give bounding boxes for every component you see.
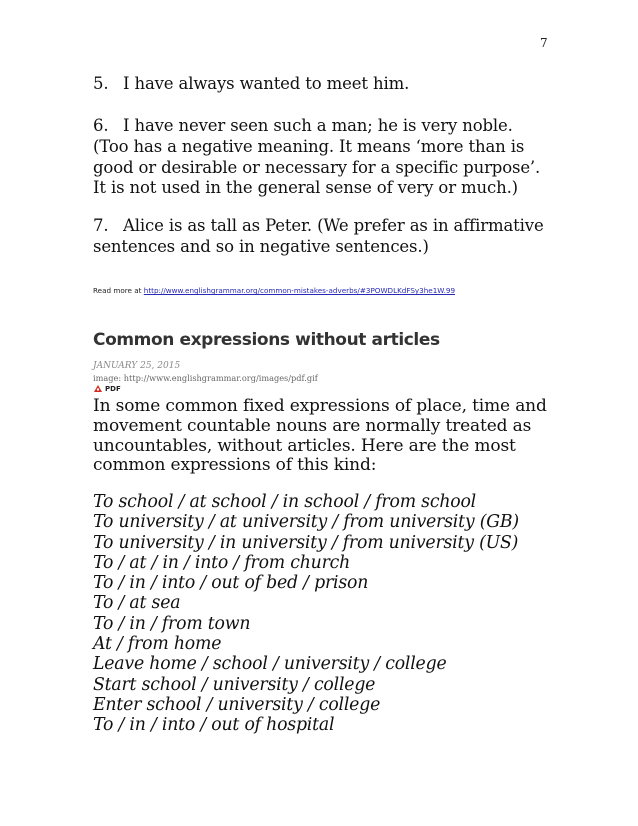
expression-item: To / in / from town (93, 613, 251, 634)
item-number: 6. (93, 116, 109, 135)
item-number: 5. (93, 74, 109, 93)
page-number: 7 (540, 36, 548, 50)
item-text: I have never seen such a man; he is very noble. (Too has a negative meaning. It means ‘more than is good or desirable or necessary for a specific purpose’. It is not used in the general sense of very or much.) (93, 116, 541, 198)
read-more-label: Read more at (93, 286, 144, 295)
expression-item: Start school / university / college (93, 674, 376, 695)
expression-item: Enter school / university / college (93, 694, 381, 715)
section-heading: Common expressions without articles (93, 330, 440, 350)
expression-item: To / in / into / out of bed / prison (93, 573, 369, 594)
item-number: 7. (93, 216, 109, 235)
expression-item: To / at / in / into / from church (93, 552, 351, 573)
expression-item: To / at sea (93, 593, 181, 614)
expression-item: Leave home / school / university / college (93, 654, 447, 675)
list-item-6 (93, 116, 553, 199)
expression-item: To school / at school / in school / from school (93, 492, 476, 512)
expression-item: To university / at university / from university (GB) (93, 512, 519, 533)
expression-item: To / in / into / out of hospital (93, 715, 335, 736)
pdf-label: PDF (105, 384, 121, 393)
expression-item: At / from home (93, 634, 222, 655)
intro-paragraph: In some common fixed expressions of place, time and movement countable nouns are normally treated as uncountables, without articles. Here are the most common expressions of this kind: (93, 396, 547, 476)
item-text: I have always wanted to meet him. (123, 74, 410, 93)
post-date: JANUARY 25, 2015 (93, 361, 181, 371)
pdf-icon (93, 384, 103, 393)
list-item-7 (93, 216, 553, 258)
read-more-link[interactable]: http://www.englishgrammar.org/common-mistakes-adverbs/#3POWDLKdFSy3he1W.99 (143, 286, 456, 295)
read-more-line (93, 286, 455, 295)
list-item-5 (93, 74, 553, 95)
expression-item: To university / in university / from university (US) (93, 532, 519, 553)
pdf-badge[interactable] (93, 384, 121, 393)
image-reference: image: http://www.englishgrammar.org/images/pdf.gif (93, 373, 318, 383)
expressions-list (93, 492, 519, 736)
item-text: Alice is as tall as Peter. (We prefer as in affirmative sentences and so in negative sentences.) (93, 216, 544, 256)
